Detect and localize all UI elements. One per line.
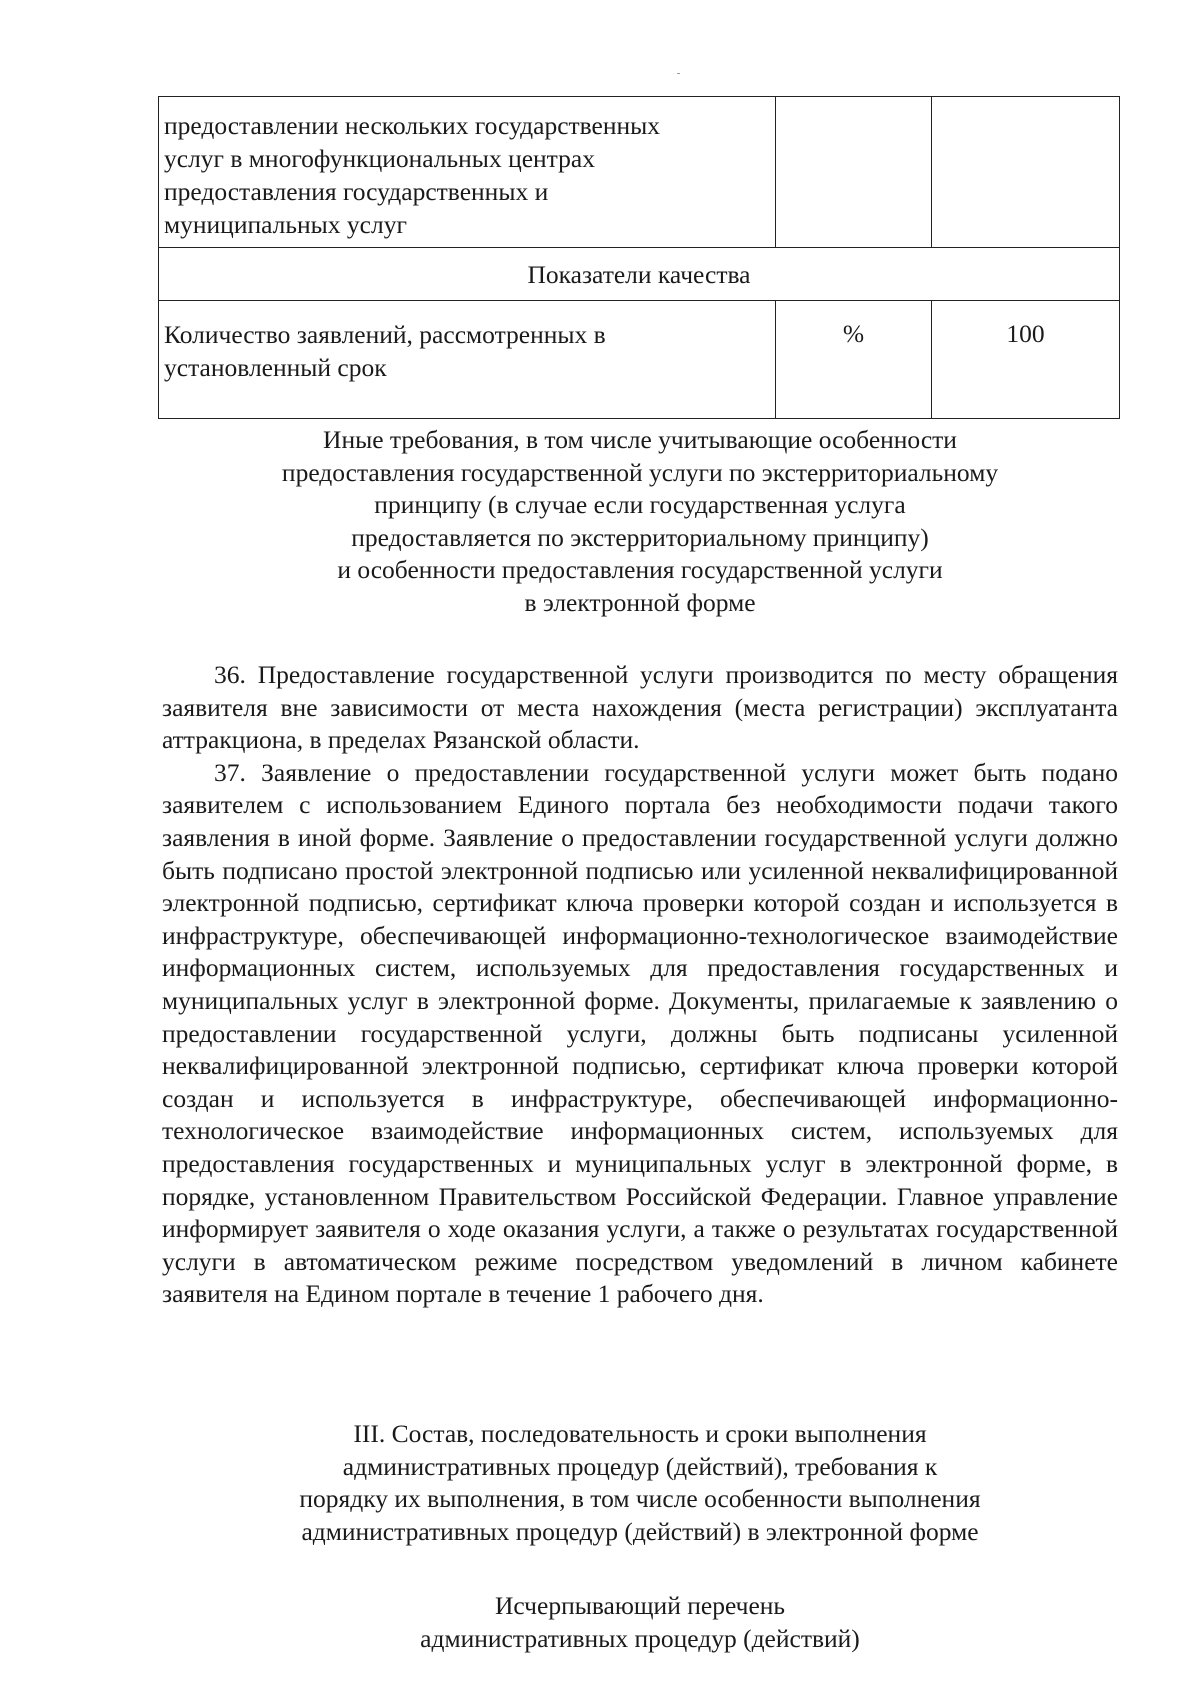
table-section-header: Показатели качества bbox=[159, 248, 1120, 301]
heading-line: и особенности предоставления государственной услуги bbox=[337, 555, 943, 584]
heading-line: административных процедур (действий) bbox=[420, 1623, 860, 1653]
cell-line: установленный срок bbox=[164, 353, 387, 382]
cell-line: предоставлении нескольких государственных bbox=[164, 111, 661, 140]
scan-mark bbox=[677, 73, 680, 74]
heading-line: предоставления государственной услуги по экстерриториальному bbox=[281, 457, 999, 487]
table-cell-value: 100 bbox=[932, 301, 1120, 419]
paragraph-36: 36. Предоставление государственной услуги производится по месту обращения заявителя вне зависимости от места нахождения (места регистрации) эксплуатанта аттракциона, в пределах Рязанской области. bbox=[162, 660, 1118, 755]
heading-line: административных процедур (действий) в электронной форме bbox=[301, 1516, 979, 1546]
heading-line: III. Состав, последовательность и сроки выполнения bbox=[353, 1419, 927, 1448]
cell-line: муниципальных услуг bbox=[164, 210, 407, 239]
table-row bbox=[159, 97, 1120, 248]
table-row bbox=[159, 248, 1120, 301]
table-cell-value bbox=[932, 97, 1120, 248]
heading-line: Иные требования, в том числе учитывающие особенности bbox=[323, 425, 957, 454]
heading-line: административных процедур (действий), требования к bbox=[342, 1451, 938, 1481]
cell-line: услуг в многофункциональных центрах bbox=[164, 144, 595, 173]
table-row bbox=[159, 301, 1120, 419]
heading-line: предоставляется по экстерриториальному принципу) bbox=[351, 522, 929, 552]
table-cell-unit bbox=[775, 97, 931, 248]
heading-line: принципу (в случае если государственная услуга bbox=[374, 490, 906, 519]
table-cell-unit: % bbox=[775, 301, 931, 419]
subheading bbox=[150, 1590, 1130, 1655]
heading-line: порядку их выполнения, в том числе особенности выполнения bbox=[299, 1484, 981, 1513]
cell-line: предоставления государственных и bbox=[164, 177, 549, 206]
paragraph-37: 37. Заявление о предоставлении государственной услуги может быть подано заявителем с использованием Единого портала без необходимости подачи такого заявления в иной форме. Заявление о предоставлении государственной услуги должно быть подписано простой электронной подписью или усиленной неквалифицированной электронной подписью, сертификат ключа проверки которой создан и используется в инфраструктуре, обеспечивающей информационно-технологическое взаимодействие информационных систем, используемых для предоставления государственных и муниципальных услуг в электронной форме. Документы, прилагаемые к заявлению о предоставлении государственной услуги, должны быть подписаны усиленной неквалифицированной электронной подписью, сертификат ключа проверки которой создан и используется в инфраструктуре, обеспечивающей информационно-технологическое взаимодействие информационных систем, используемых для предоставления государственных и муниципальных услуг в электронной форме, в порядке, установленном Правительством Российской Федерации. Главное управление информирует заявителя о ходе оказания услуги, а также о результатах государственной услуги в автоматическом режиме посредством уведомлений в личном кабинете заявителя на Едином портале в течение 1 рабочего дня. bbox=[162, 757, 1118, 1309]
body-text bbox=[162, 659, 1118, 1311]
table-cell-indicator bbox=[159, 301, 776, 419]
cell-line: Количество заявлений, рассмотренных в bbox=[164, 320, 606, 349]
heading-line: в электронной форме bbox=[524, 587, 756, 617]
table-cell-indicator bbox=[159, 97, 776, 248]
chapter-heading bbox=[150, 1418, 1130, 1548]
section-heading bbox=[150, 424, 1130, 619]
heading-line: Исчерпывающий перечень bbox=[494, 1591, 786, 1620]
quality-indicators-table bbox=[158, 96, 1120, 419]
